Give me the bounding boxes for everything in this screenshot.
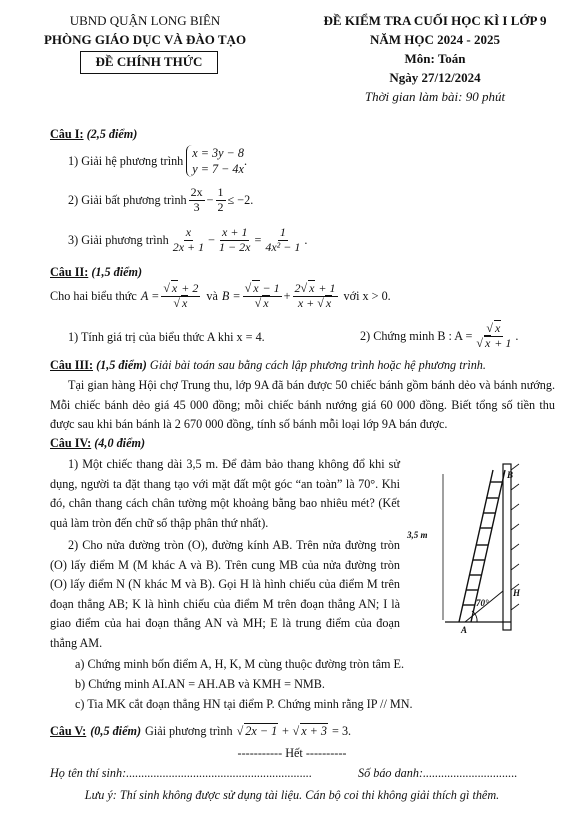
subject: Môn: Toán	[404, 51, 466, 66]
q1-frac-2x3: $\frac{2x}{3}$	[190, 185, 203, 214]
q2-points: (1,5 điểm)	[91, 265, 143, 279]
candidate-id-label: Số báo danh:...............................	[358, 766, 518, 780]
wall	[503, 464, 519, 630]
q1-part3: 3) Giải phương trình $\frac{x}{2x + 1}$ − $\frac{x + 1}{1 - 2x}$ = $\frac{1}{\text{4x² − 1}}$ .	[68, 225, 308, 254]
q1-part2: 2) Giải bất phương trình $\frac{2x}{3}$ − $\frac{1}{2}$ ≤ −2.	[68, 185, 254, 214]
q3-heading: Câu III:	[50, 358, 94, 372]
q1-frac-c: $\frac{1}{\text{4x² − 1}}$	[265, 225, 301, 254]
q3-points: (1,5 điểm)	[96, 358, 147, 372]
q1-part1: 1) Giải hệ phương trình x = 3y − 8 y = 7 − 4x .	[68, 146, 247, 176]
ladder-figure	[405, 460, 535, 635]
q4-points: (4,0 điểm)	[94, 436, 146, 450]
fig-length-label: 3,5 m	[407, 530, 428, 540]
q1-frac-b: $\frac{x + 1}{1 - 2x}$	[219, 225, 251, 254]
q2-expr-b2: $\frac{2√ x + 1}{x + √ x}$	[294, 281, 336, 310]
candidate-name-label: Họ tên thí sinh:.............................................................	[50, 766, 313, 780]
q4-part2a: a) Chứng minh bốn điểm A, H, K, M cùng thuộc đường tròn tâm E.	[75, 657, 405, 671]
q5-tail: = 3.	[332, 724, 352, 738]
fig-angle-label: 70°	[476, 598, 489, 608]
q2-and: và	[206, 288, 218, 303]
q1-heading: Câu I:	[50, 127, 84, 141]
q5-line	[50, 724, 351, 739]
q1-points: (2,5 điểm)	[86, 127, 138, 141]
q5-heading: Câu V:	[50, 724, 87, 738]
q1-frac-a: $\frac{x}{2x + 1}$	[172, 225, 205, 254]
q1-eq2: y = 7 − 4x	[192, 162, 244, 176]
q2-expr-b1: $\frac{√ x - 1}{√ x}$	[244, 281, 280, 310]
q1-part3-text: 3) Giải phương trình	[68, 232, 169, 247]
q1-heading-line	[50, 127, 137, 142]
q1-system	[186, 145, 244, 177]
exam-duration: Thời gian làm bài: 90 phút	[364, 89, 506, 104]
q1-part2-tail: ≤ −2.	[227, 192, 254, 207]
q1-frac-half: $\frac{1}{2}$	[217, 185, 224, 214]
q2-condition: với x > 0.	[343, 288, 391, 303]
q1-part2-text: 2) Giải bất phương trình	[68, 192, 187, 207]
exam-date: Ngày 27/12/2024	[389, 70, 481, 85]
q2-heading: Câu II:	[50, 265, 89, 279]
fig-point-a: A	[461, 625, 468, 635]
q4-heading: Câu IV:	[50, 436, 92, 450]
q2-heading-line	[50, 265, 142, 280]
q3-heading-line	[50, 358, 486, 373]
q2-part1: 1) Tính giá trị của biểu thức A khi x = 4.	[68, 330, 265, 344]
q2-part2-text: 2) Chứng minh B : A =	[360, 328, 473, 343]
q5-equation: √ 2x − 1 + √ x + 3	[236, 724, 328, 738]
q4-part2b: b) Chứng minh AI.AN = AH.AB và KMH = NMB.	[75, 677, 325, 691]
fig-point-b: B	[507, 470, 514, 480]
q4-heading-line	[50, 436, 145, 451]
q1-eq1: x = 3y − 8	[192, 146, 244, 160]
exam-title: ĐỀ KIỂM TRA CUỐI HỌC KÌ I LỚP 9	[323, 13, 547, 28]
fig-point-h: H	[513, 588, 521, 598]
q3-instruction: Giải bài toán sau bằng cách lập phương trình hoặc hệ phương trình.	[149, 358, 486, 372]
q2-expr-a: $\frac{√ x + 2}{√ x}$	[163, 281, 199, 310]
q3-problem-text: Tại gian hàng Hội chợ Trung thu, lớp 9A đã bán được 50 chiếc bánh gồm bánh dẻo và bánh nướng. Mỗi chiếc bánh dẻo giá 45 000 đồng; mỗi chiếc bánh nướng giá 60 000 đồng. Biết tổng số tiền thu được sau khi bán bánh là 2 670 000 đồng, tính số bánh mỗi loại lớp 9A bán được.	[50, 378, 555, 431]
school-year: NĂM HỌC 2024 - 2025	[370, 32, 500, 47]
end-marker: ----------- Hết ----------	[237, 746, 347, 760]
q1-part1-text: 1) Giải hệ phương trình	[68, 153, 184, 168]
q4-part1: 1) Một chiếc thang dài 3,5 m. Để đảm bảo thang không đổ khi sử dụng, người ta đặt thang tạo với mặt đất một góc “an toàn” là 70°. Khi đó, chân thang cách chân tường một khoảng bằng bao nhiêu mét? (Kết quả làm tròn đến chữ số thập phân thứ nhất).	[50, 457, 400, 530]
q2-expressions: Cho hai biểu thức A = $\frac{√ x + 2}{√ x}$ và B = $\frac{√ x - 1}{√ x}$ + $\frac{2√ x + 1}{x + √ x}$ với x > 0.	[50, 281, 391, 310]
q4-part2c: c) Tia MK cắt đoạn thẳng HN tại điểm P. Chứng minh rằng IP // MN.	[75, 697, 413, 711]
q5-text: Giải phương trình	[145, 724, 233, 738]
q5-points: (0,5 điểm)	[90, 724, 142, 738]
department-name: UBND QUẬN LONG BIÊN	[69, 13, 221, 28]
q2-intro: Cho hai biểu thức	[50, 288, 137, 303]
footer-note: Lưu ý: Thí sinh không được sử dụng tài liệu. Cán bộ coi thi không giải thích gì thêm.	[84, 788, 500, 802]
office-name: PHÒNG GIÁO DỤC VÀ ĐÀO TẠO	[43, 32, 247, 47]
q4-part2: 2) Cho nửa đường tròn (O), đường kính AB. Trên nửa đường tròn (O) lấy điểm M (M khác A và B). Trên cung MB của nửa đường tròn (O) lấy điểm N (N khác M và B). Gọi H là hình chiếu của điểm M trên đoạn thẳng AB; K là hình chiếu của điểm M trên đoạn thẳng AN; I là giao điểm của hai đoạn thẳng AN và MH; E là trung điểm của đoạn thẳng AM.	[50, 538, 400, 650]
q2-part2: 2) Chứng minh B : A = $\frac{√ x}{√ x + 1}$ .	[360, 321, 519, 350]
q2-part2-frac: $\frac{√ x}{√ x + 1}$	[476, 321, 512, 350]
official-label: ĐỀ CHÍNH THỨC	[95, 54, 203, 69]
